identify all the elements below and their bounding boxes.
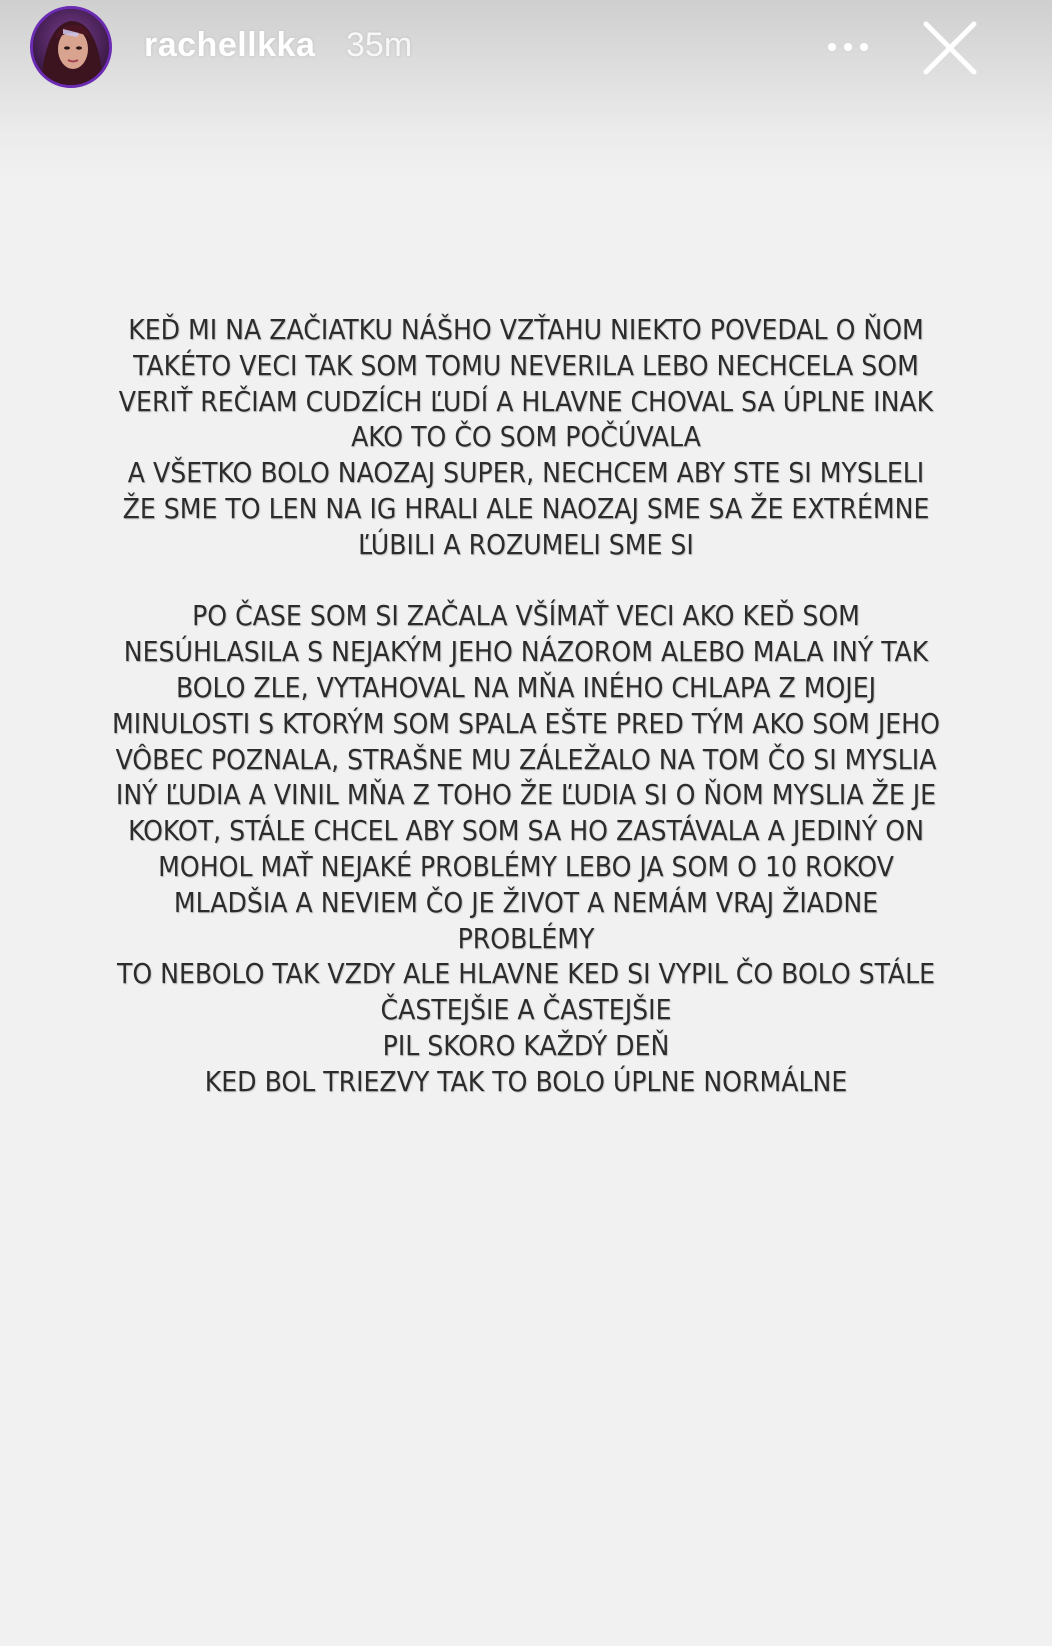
story-text-line: TO NEBOLO TAK VZDY ALE HLAVNE KED SI VYPIL ČO BOLO STÁLE <box>116 957 936 991</box>
story-text-line: ĽÚBILI A ROZUMELI SME SI <box>358 527 694 561</box>
story-text-line: KOKOT, STÁLE CHCEL ABY SOM SA HO ZASTÁVALA A JEDINÝ ON <box>128 814 924 848</box>
story-text-line: MLADŠIA A NEVIEM ČO JE ŽIVOT A NEMÁM VRAJ ŽIADNE <box>173 885 879 919</box>
more-options-button[interactable] <box>820 22 880 72</box>
story-timestamp: 35m <box>346 26 413 64</box>
close-icon <box>916 14 984 82</box>
story-header <box>0 0 1052 100</box>
story-text-line: A VŠETKO BOLO NAOZAJ SUPER, NECHCEM ABY STE SI MYSLELI <box>127 456 925 490</box>
story-text-line: PIL SKORO KAŽDÝ DEŇ <box>382 1028 670 1062</box>
story-text-line: MOHOL MAŤ NEJAKÉ PROBLÉMY LEBO JA SOM O 10 ROKOV <box>158 849 894 883</box>
story-text-line: INÝ ĽUDIA A VINIL MŇA Z TOHO ŽE ĽUDIA SI O ŇOM MYSLIA ŽE JE <box>115 778 937 812</box>
story-text-line: VERIŤ REČIAM CUDZÍCH ĽUDÍ A HLAVNE CHOVAL SA ÚPLNE INAK <box>118 384 934 418</box>
story-username[interactable]: rachellkka <box>144 26 316 64</box>
avatar-image <box>33 9 109 85</box>
story-text-line: ŽE SME TO LEN NA IG HRALI ALE NAOZAJ SME SA ŽE EXTRÉMNE <box>122 491 930 525</box>
story-text-line: BOLO ZLE, VYTAHOVAL NA MŇA INÉHO CHLAPA Z MOJEJ <box>175 670 877 704</box>
story-text-line: PROBLÉMY <box>457 921 595 955</box>
story-text-line: MINULOSTI S KTORÝM SOM SPALA EŠTE PRED TÝM AKO SOM JEHO <box>112 706 940 740</box>
story-text-line: AKO TO ČO SOM POČÚVALA <box>351 420 701 454</box>
story-text-line: TAKÉTO VECI TAK SOM TOMU NEVERILA LEBO NECHCELA SOM <box>133 348 919 382</box>
close-button[interactable] <box>916 14 984 82</box>
more-horizontal-icon <box>820 22 880 72</box>
paragraph-spacer <box>40 563 1012 599</box>
story-text-line: KEĎ MI NA ZAČIATKU NÁŠHO VZŤAHU NIEKTO POVEDAL O ŇOM <box>128 313 924 346</box>
story-text-line: VÔBEC POZNALA, STRAŠNE MU ZÁLEŽALO NA TOM ČO SI MYSLIA <box>115 742 937 776</box>
story-text-line: NESÚHLASILA S NEJAKÝM JEHO NÁZOROM ALEBO MALA INÝ TAK <box>123 635 929 669</box>
story-text-line: KED BOL TRIEZVY TAK TO BOLO ÚPLNE NORMÁLNE <box>204 1064 848 1098</box>
story-text-block <box>40 312 1012 1100</box>
story-text-line: PO ČASE SOM SI ZAČALA VŠÍMAŤ VECI AKO KEĎ SOM <box>192 599 860 633</box>
story-text-line: ČASTEJŠIE A ČASTEJŠIE <box>380 993 672 1027</box>
profile-avatar[interactable] <box>30 6 112 88</box>
